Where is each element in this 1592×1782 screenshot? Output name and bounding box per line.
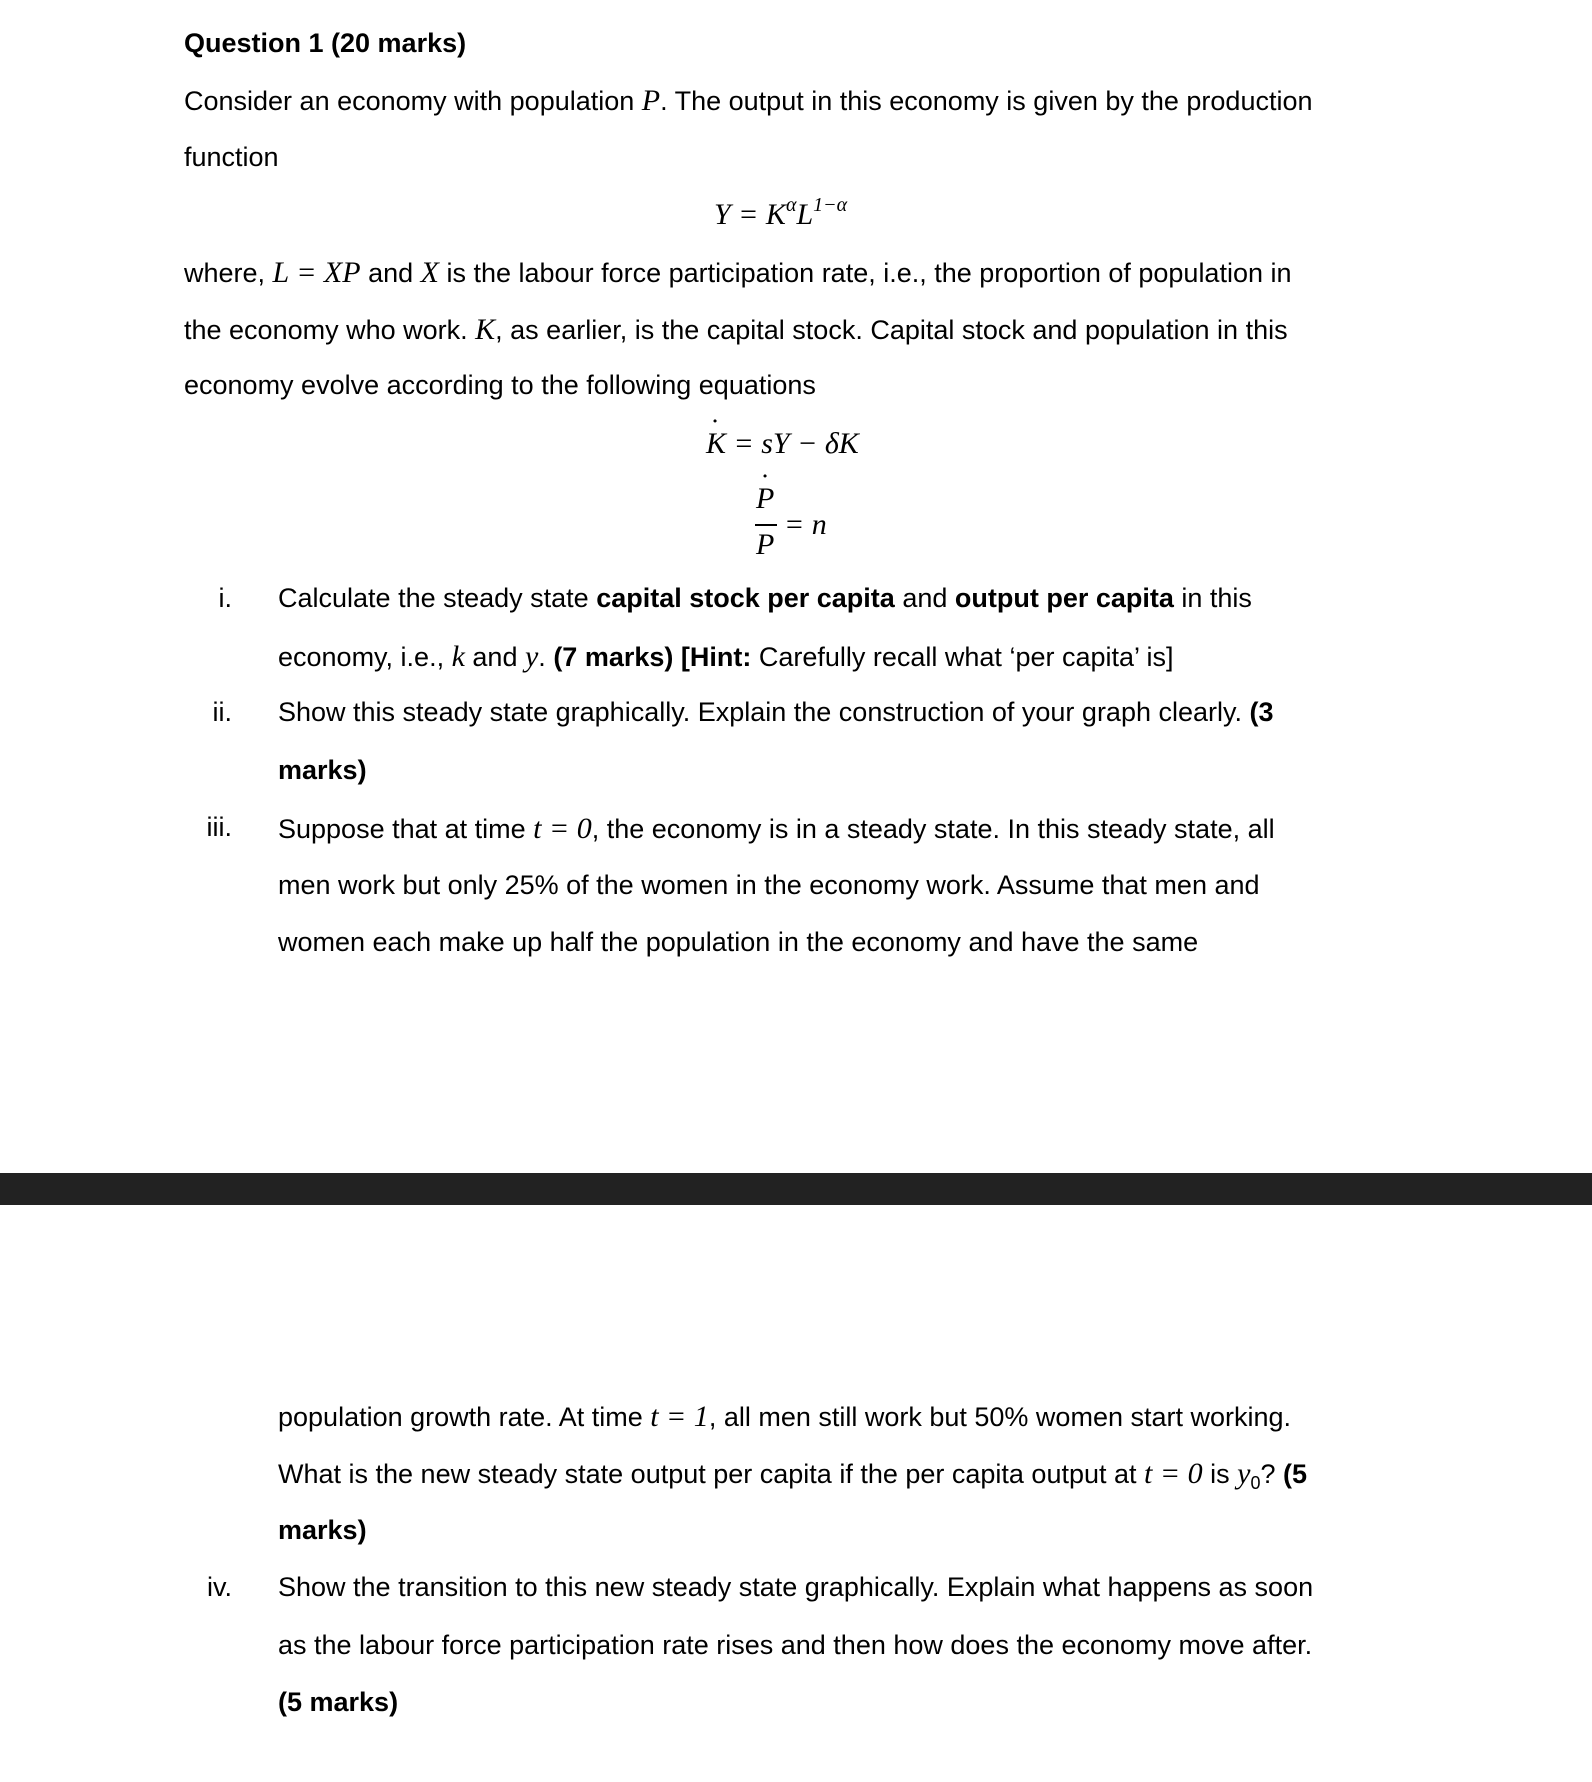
text: economy, i.e., <box>278 642 452 672</box>
text: What is the new steady state output per capita if the per capita output at <box>278 1459 1145 1489</box>
intro-text: . The output in this economy is given by the production <box>660 86 1313 116</box>
math-t-eq: t = 0 <box>1144 1457 1203 1490</box>
eq-exponent: 1−α <box>813 194 848 216</box>
bold-text: capital stock per capita <box>596 583 895 613</box>
math-t-eq: t = 1 <box>650 1400 709 1433</box>
marks-label: (5 <box>1283 1459 1308 1489</box>
math-l-eq: L = XP <box>272 256 361 289</box>
text: Carefully recall what ‘per capita’ is] <box>751 642 1174 672</box>
text: and <box>360 258 421 288</box>
fraction-denominator: P <box>756 528 775 561</box>
text: , as earlier, is the capital stock. Capital stock and population in this <box>495 315 1288 345</box>
part-i-line-2 <box>278 640 1174 674</box>
part-iii-line-4 <box>278 1400 1291 1434</box>
text: and <box>464 642 525 672</box>
text: Calculate the steady state <box>278 583 597 613</box>
part-number-iv: iv. <box>207 1572 232 1602</box>
math-var-k: k <box>451 640 465 673</box>
math-var-p: P <box>641 84 661 117</box>
intro-line-2: function <box>184 142 279 172</box>
part-iv-line-2: as the labour force participation rate rises and then how does the economy move after. <box>278 1630 1313 1660</box>
where-line <box>184 256 1292 290</box>
part-iii-line-5 <box>278 1457 1307 1491</box>
math-t-eq: t = 0 <box>533 812 592 845</box>
marks-label: (7 marks) [Hint: <box>553 642 752 672</box>
part-number-iii: iii. <box>206 812 232 842</box>
question-title: Question 1 (20 marks) <box>184 28 467 58</box>
math-var-x: X <box>420 256 439 289</box>
text: in this <box>1173 583 1252 613</box>
fraction-bar <box>755 524 777 526</box>
eq-part: Y = K <box>714 198 786 231</box>
fraction-numerator <box>756 482 774 516</box>
part-iii-line-6: marks) <box>278 1515 367 1545</box>
part-iii-line-3: women each make up half the population in the economy and have the same <box>278 927 1199 957</box>
eq-part: L <box>796 198 814 231</box>
intro-line-1 <box>184 84 1313 118</box>
part-number-i: i. <box>218 583 232 613</box>
part-iii-line-2: men work but only 25% of the women in the economy work. Assume that men and <box>278 870 1260 900</box>
text: population growth rate. At time <box>278 1402 651 1432</box>
paragraph-line-2 <box>184 313 1288 347</box>
text: is <box>1202 1459 1238 1489</box>
text: where, <box>184 258 273 288</box>
capital-equation <box>706 427 859 461</box>
text: . <box>538 642 554 672</box>
page-divider <box>0 1173 1592 1205</box>
math-var-y: y <box>1237 1457 1251 1490</box>
eq-part: = sY − δK <box>726 427 859 460</box>
intro-text: Consider an economy with population <box>184 86 642 116</box>
text: the economy who work. <box>184 315 476 345</box>
text: ? <box>1260 1459 1284 1489</box>
math-var-y: y <box>524 640 539 673</box>
text: is the labour force participation rate, i.e., the proportion of population in <box>438 258 1292 288</box>
production-equation <box>714 194 848 232</box>
text: Show this steady state graphically. Explain the construction of your graph clearly. <box>278 697 1250 727</box>
text: and <box>894 583 955 613</box>
part-ii-line-2: marks) <box>278 755 367 785</box>
part-number-ii: ii. <box>212 697 232 727</box>
part-iv-line-1: Show the transition to this new steady state graphically. Explain what happens as soon <box>278 1572 1314 1602</box>
text: , all men still work but 50% women start working. <box>708 1402 1292 1432</box>
math-var-k: K <box>475 313 496 346</box>
text: Suppose that at time <box>278 814 534 844</box>
subscript: 0 <box>1250 1473 1261 1493</box>
marks-label: (3 <box>1249 697 1274 727</box>
part-i-line-1 <box>278 583 1252 614</box>
part-ii-line-1 <box>278 697 1274 728</box>
paragraph-line-3: economy evolve according to the following equations <box>184 370 816 400</box>
part-iv-line-3: (5 marks) <box>278 1687 399 1717</box>
fraction-rhs: = n <box>784 508 827 541</box>
part-iii-line-1 <box>278 812 1275 846</box>
text: , the economy is in a steady state. In this steady state, all <box>591 814 1275 844</box>
bold-text: output per capita <box>954 583 1174 613</box>
p-dot: P ˙ <box>756 482 774 516</box>
k-dot: K ˙ <box>706 427 726 461</box>
eq-exponent: α <box>785 194 797 216</box>
